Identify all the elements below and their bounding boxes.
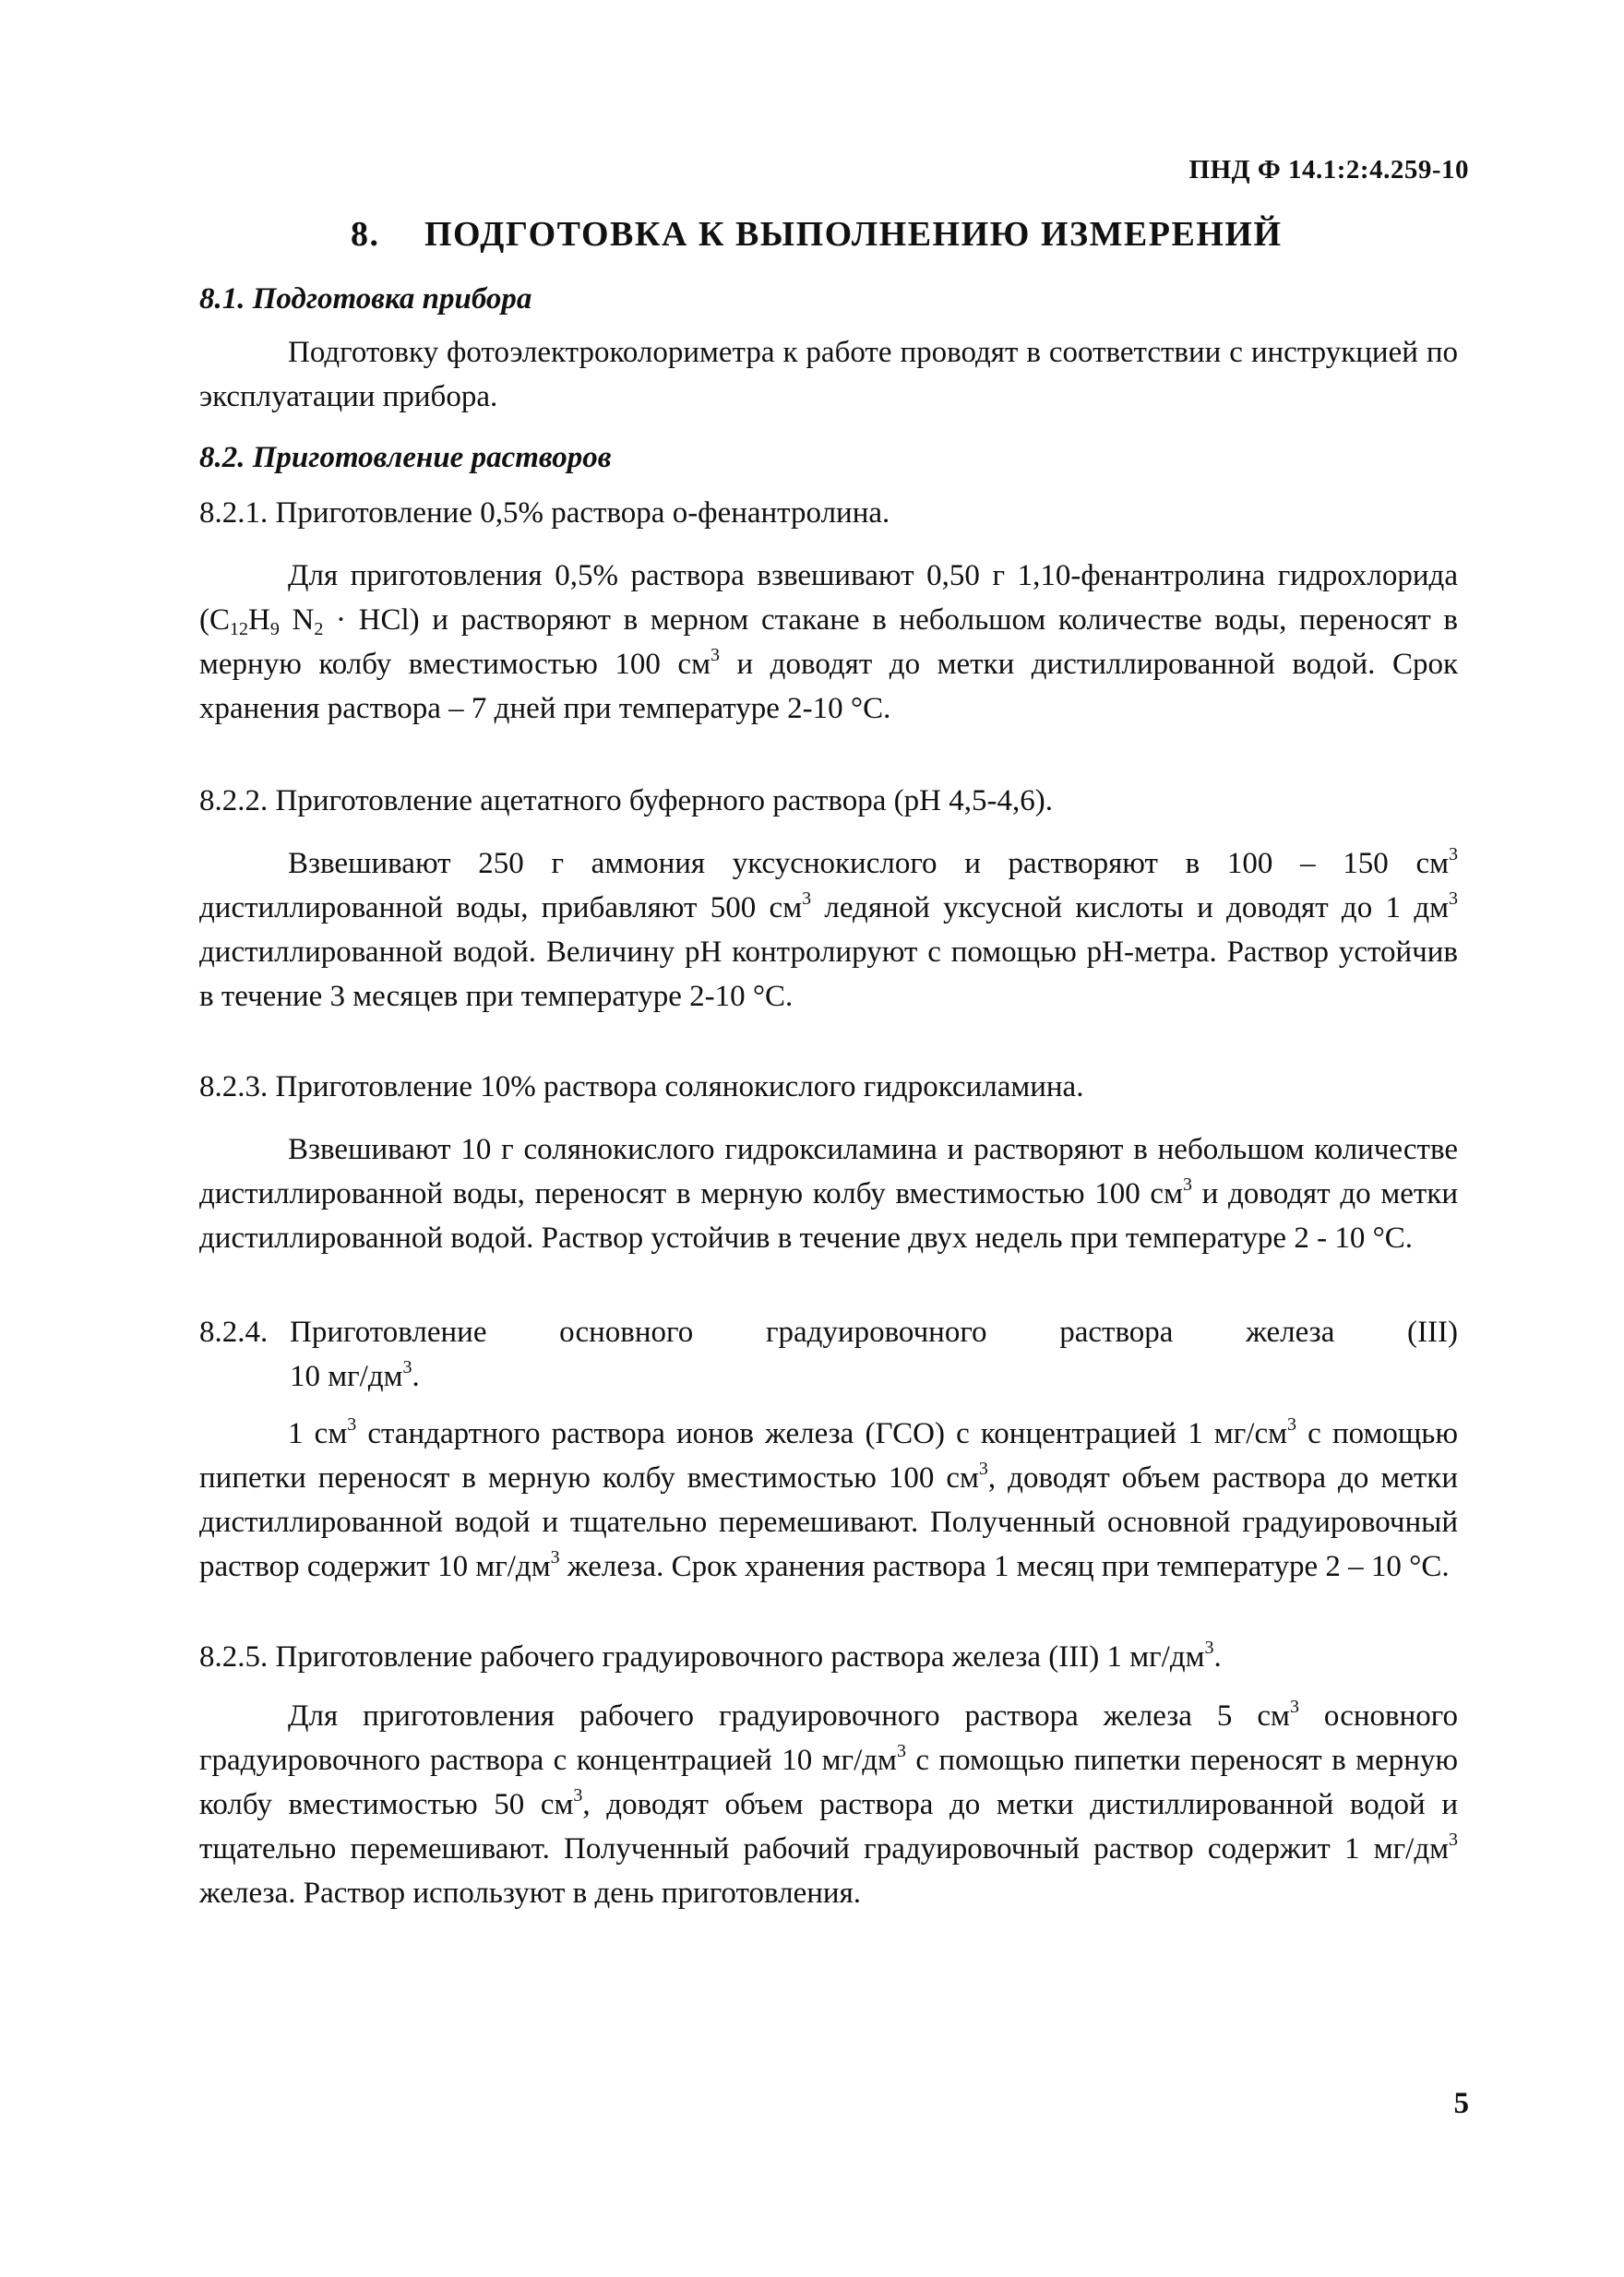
page-number: 5 bbox=[1453, 2087, 1469, 2120]
item-title-8-2-4: 8.2.4. Приготовление основного градуировочного раствора железа (III) 10 $мг/дм^3$. bbox=[199, 1310, 1458, 1399]
item-title-8-2-1: 8.2.1. Приготовление 0,5% раствора о-фенантролина. bbox=[199, 496, 890, 530]
item-title-8-2-3: 8.2.3. Приготовление 10% раствора солянокислого гидроксиламина. bbox=[199, 1070, 1084, 1103]
item-number-8-2-4: 8.2.4. bbox=[199, 1316, 269, 1349]
document-code: ПНД Ф 14.1:2:4.259-10 bbox=[1188, 155, 1469, 185]
section-title bbox=[351, 214, 1283, 255]
item-title-8-2-5: 8.2.5. Приготовление рабочего градуировочного раствора железа (III) 1 $мг/дм^3$. bbox=[199, 1638, 1222, 1674]
paragraph-8-2-3: Взвешивают 10 г солянокислого гидроксиламина и растворяют в небольшом количестве дистиллированной воды, переносят в мерную колбу вместимостью 100 $см^3$ и доводят до метки дистиллированной водой. Раствор устойчив в течение двух недель при температуре 2 - 10 °С. bbox=[199, 1133, 1458, 1255]
paragraph-8-2-2: Взвешивают 250 г аммония уксуснокислого и растворяют в 100 – 150 $см^3$ дистиллированной воды, прибавляют 500 $см^3$ ледяной уксусной кислоты и доводят до 1 $дм^3$ дистиллированной водой. Величину pH контролируют с помощью pH-метра. Раствор устойчив в течение 3 месяцев при температуре 2-10 °С. bbox=[199, 844, 1458, 1013]
subsection-heading-8-2: 8.2. Приготовление растворов bbox=[199, 441, 612, 474]
section-number: 8. bbox=[351, 215, 380, 254]
paragraph-8-2-1: Для приготовления 0,5% раствора взвешивают 0,50 г 1,10-фенантролина гидрохлорида ($C_{12}H_9$ $N_2 \cdot HCl$) и растворяют в мерном стакане в небольшом количестве воды, переносят в мерную колбу вместимостью 100 $см^3$ и доводят до метки дистиллированной водой. Срок хранения раствора – 7 дней при температуре 2-10 °С. bbox=[199, 559, 1458, 725]
section-title-text: ПОДГОТОВКА К ВЫПОЛНЕНИЮ ИЗМЕРЕНИЙ bbox=[424, 215, 1283, 254]
paragraph-8-2-4: 1 $см^3$ стандартного раствора ионов железа (ГСО) с концентрацией 1 $мг/см^3$ с помощью пипетки переносят в мерную колбу вместимостью 100 $см^3$, доводят объем раствора до метки дистиллированной водой и тщательно перемешивают. Полученный основной градуировочный раствор содержит 10 $мг/дм^3$ железа. Срок хранения раствора 1 месяц при температуре 2 – 10 °С. bbox=[199, 1414, 1458, 1583]
item-title-8-2-2: 8.2.2. Приготовление ацетатного буферного раствора (pH 4,5-4,6). bbox=[199, 784, 1053, 817]
paragraph-8-2-5: Для приготовления рабочего градуировочного раствора железа 5 $см^3$ основного градуировочного раствора с концентрацией 10 $мг/дм^3$ с помощью пипетки переносят в мерную колбу вместимостью 50 $см^3$, доводят объем раствора до метки дистиллированной водой и тщательно перемешивают. Полученный рабочий градуировочный раствор содержит 1 $мг/дм^3$ железа. Раствор используют в день приготовления. bbox=[199, 1697, 1459, 1910]
paragraph-8-1: Подготовку фотоэлектроколориметра к работе проводят в соответствии с инструкцией по эксплуатации прибора. bbox=[199, 336, 1458, 413]
subsection-heading-8-1: 8.1. Подготовка прибора bbox=[199, 282, 532, 316]
